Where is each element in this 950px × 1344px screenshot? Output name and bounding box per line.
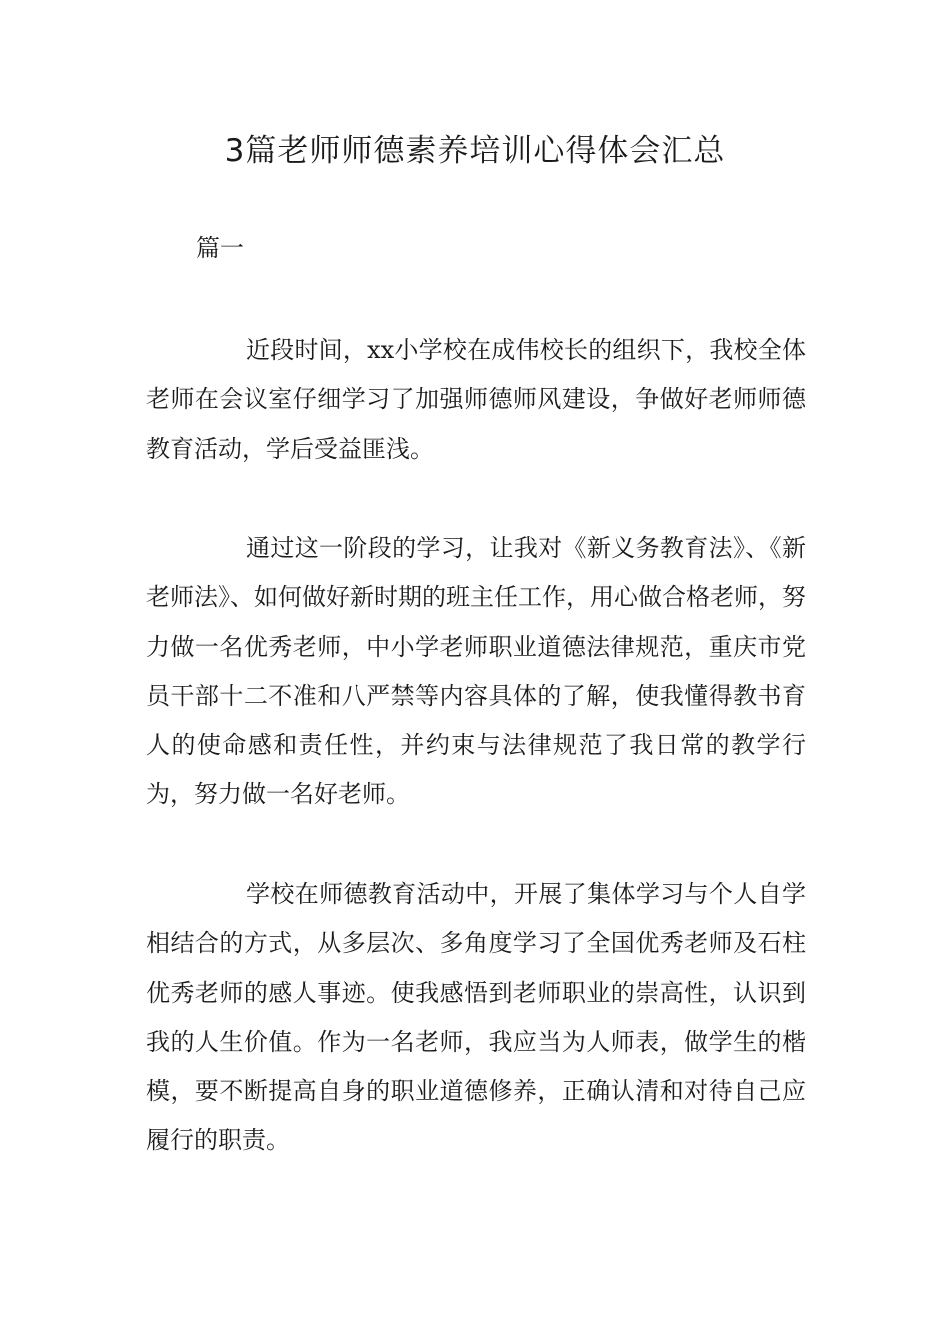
paragraph-2: 通过这一阶段的学习，让我对《新义务教育法》、《新老师法》、如何做好新时期的班主任工作，用心做合格老师，努力做一名优秀老师，中小学老师职业道德法律规范，重庆市党员干部十二不准和八严禁等内容具体的了解，使我懂得教书育人的使命感和责任性，并约束与法律规范了我日常的教学行为，努力做一名好老师。 — [146, 534, 806, 809]
paragraph-3: 学校在师德教育活动中，开展了集体学习与个人自学相结合的方式，从多层次、多角度学习了全国优秀老师及石柱优秀老师的感人事迹。使我感悟到老师职业的崇高性，认识到我的人生价值。作为一名老师，我应当为人师表，做学生的楷模，要不断提高自身的职业道德修养，正确认清和对待自己应履行的职责。 — [146, 880, 806, 1155]
section-label: 篇一 — [196, 234, 244, 262]
paragraph-1: 近段时间，xx小学校在成伟校长的组织下，我校全体老师在会议室仔细学习了加强师德师风建设，争做好老师师德教育活动，学后受益匪浅。 — [146, 336, 806, 463]
document-title: 3篇老师师德素养培训心得体会汇总 — [224, 133, 726, 169]
